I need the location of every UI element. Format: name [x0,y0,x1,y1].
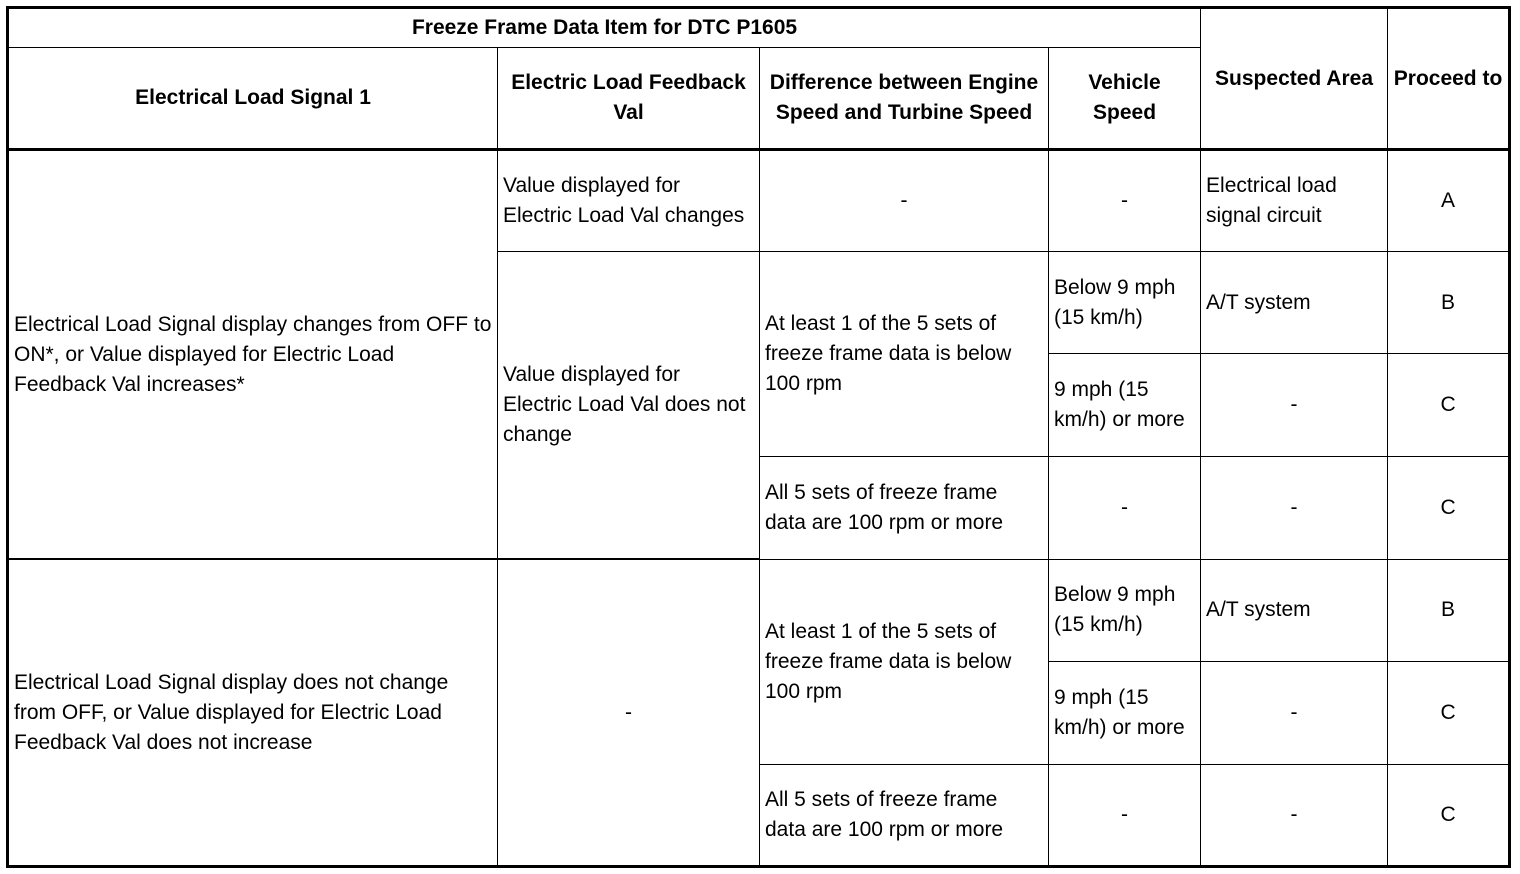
group2-row1-proceed: B [1388,559,1510,661]
group1-row1-area: Electrical load signal circuit [1201,150,1388,252]
group1-row1-speed: - [1049,150,1201,252]
group2-row2-area: - [1201,661,1388,764]
freeze-frame-dtc-table [6,6,1511,868]
header-row-group [8,8,1510,48]
group2-signal-cell: Electrical Load Signal display does not change from OFF, or Value displayed for Electric Load Feedback Val does not increase [8,559,498,866]
group1-row1-difference: - [760,150,1049,252]
group1-row4-speed: - [1049,457,1201,559]
header-group-title: Freeze Frame Data Item for DTC P1605 [8,8,1201,48]
header-speed-difference: Difference between Engine Speed and Turbine Speed [760,48,1049,150]
group2-row3-area: - [1201,764,1388,866]
header-feedback-val: Electric Load Feedback Val [498,48,760,150]
group1-row2-speed: Below 9 mph (15 km/h) [1049,252,1201,354]
group2-row3-difference: All 5 sets of freeze frame data are 100 rpm or more [760,764,1049,866]
group1-row2-proceed: B [1388,252,1510,354]
group1-row3-proceed: C [1388,354,1510,457]
group2-feedback-cell: - [498,559,760,866]
header-electrical-load-signal: Electrical Load Signal 1 [8,48,498,150]
group1-signal-cell: Electrical Load Signal display changes from OFF to ON*, or Value displayed for Electric Load Feedback Val increases* [8,150,498,559]
group2-row1-area: A/T system [1201,559,1388,661]
group1-row3-area: - [1201,354,1388,457]
dtc-table-container [6,6,1511,868]
group1-row4-difference: All 5 sets of freeze frame data are 100 rpm or more [760,457,1049,559]
group1-feedback-no-change: Value displayed for Electric Load Val does not change [498,252,760,559]
header-suspected-area: Suspected Area [1201,8,1388,150]
group2-row2-proceed: C [1388,661,1510,764]
group2-row2-speed: 9 mph (15 km/h) or more [1049,661,1201,764]
group1-row4-area: - [1201,457,1388,559]
group2-row3-proceed: C [1388,764,1510,866]
header-proceed-to: Proceed to [1388,8,1510,150]
table-row [8,559,1510,661]
group1-row1-proceed: A [1388,150,1510,252]
table-row [8,150,1510,252]
group1-difference-below: At least 1 of the 5 sets of freeze frame data is below 100 rpm [760,252,1049,457]
group1-row3-speed: 9 mph (15 km/h) or more [1049,354,1201,457]
group1-row2-area: A/T system [1201,252,1388,354]
group2-row3-speed: - [1049,764,1201,866]
group1-row4-proceed: C [1388,457,1510,559]
group2-row1-speed: Below 9 mph (15 km/h) [1049,559,1201,661]
group1-row1-feedback: Value displayed for Electric Load Val changes [498,150,760,252]
header-vehicle-speed: Vehicle Speed [1049,48,1201,150]
group2-difference-below: At least 1 of the 5 sets of freeze frame data is below 100 rpm [760,559,1049,764]
